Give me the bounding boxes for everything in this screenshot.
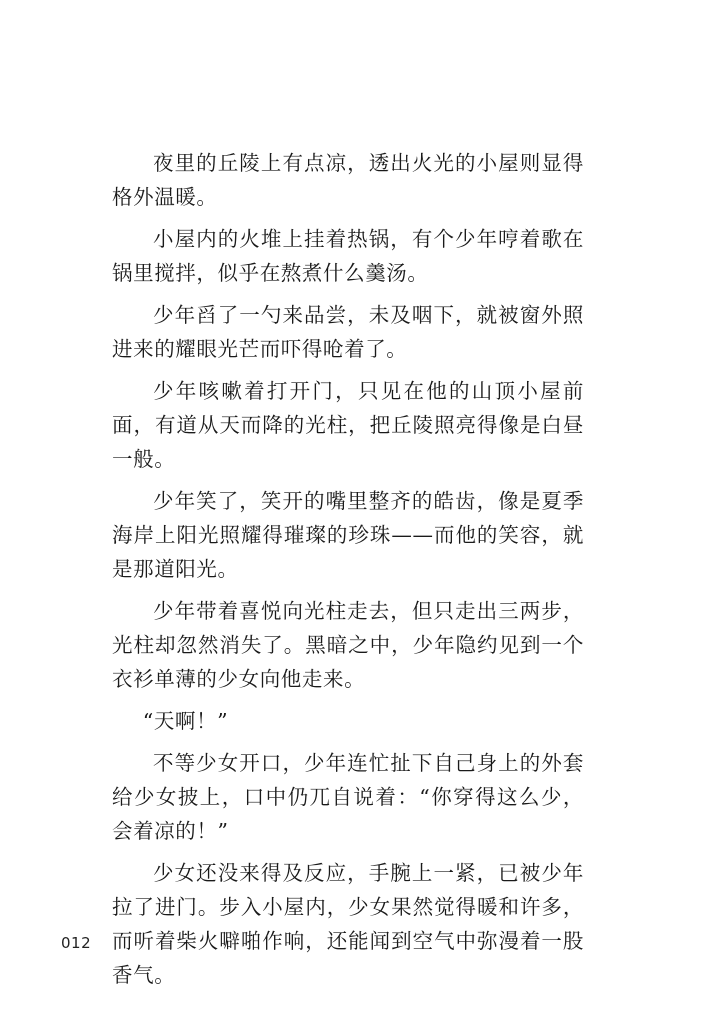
paragraph-5: 少年笑了，笑开的嘴里整齐的皓齿，像是夏季海岸上阳光照耀得璀璨的珍珠——而他的笑容，就是那道阳光。 bbox=[112, 489, 584, 581]
paragraph-9: 少女还没来得及反应，手腕上一紧，已被少年拉了进门。步入小屋内，少女果然觉得暖和许多，而听着柴火噼啪作响，还能闻到空气中弥漫着一股香气。 bbox=[112, 861, 584, 987]
paragraph-1: 夜里的丘陵上有点凉，透出火光的小屋则显得格外温暖。 bbox=[112, 151, 584, 209]
paragraph-3: 少年舀了一勺来品尝，未及咽下，就被窗外照进来的耀眼光芒而吓得呛着了。 bbox=[112, 303, 584, 361]
paragraph-6: 少年带着喜悦向光柱走去，但只走出三两步，光柱却忽然消失了。黑暗之中，少年隐约见到一个衣衫单薄的少女向他走来。 bbox=[112, 599, 584, 691]
paragraph-4: 少年咳嗽着打开门，只见在他的山顶小屋前面，有道从天而降的光柱，把丘陵照亮得像是白昼一般。 bbox=[112, 379, 584, 471]
paragraph-8: 不等少女开口，少年连忙扯下自己身上的外套给少女披上，口中仍兀自说着：“你穿得这么少，会着凉的！” bbox=[112, 751, 584, 843]
body-text bbox=[112, 146, 584, 1000]
page-number: 012 bbox=[61, 934, 92, 952]
paragraph-2: 小屋内的火堆上挂着热锅，有个少年哼着歌在锅里搅拌，似乎在熬煮什么羹汤。 bbox=[112, 227, 584, 285]
paragraph-7: “天啊！” bbox=[142, 709, 229, 733]
